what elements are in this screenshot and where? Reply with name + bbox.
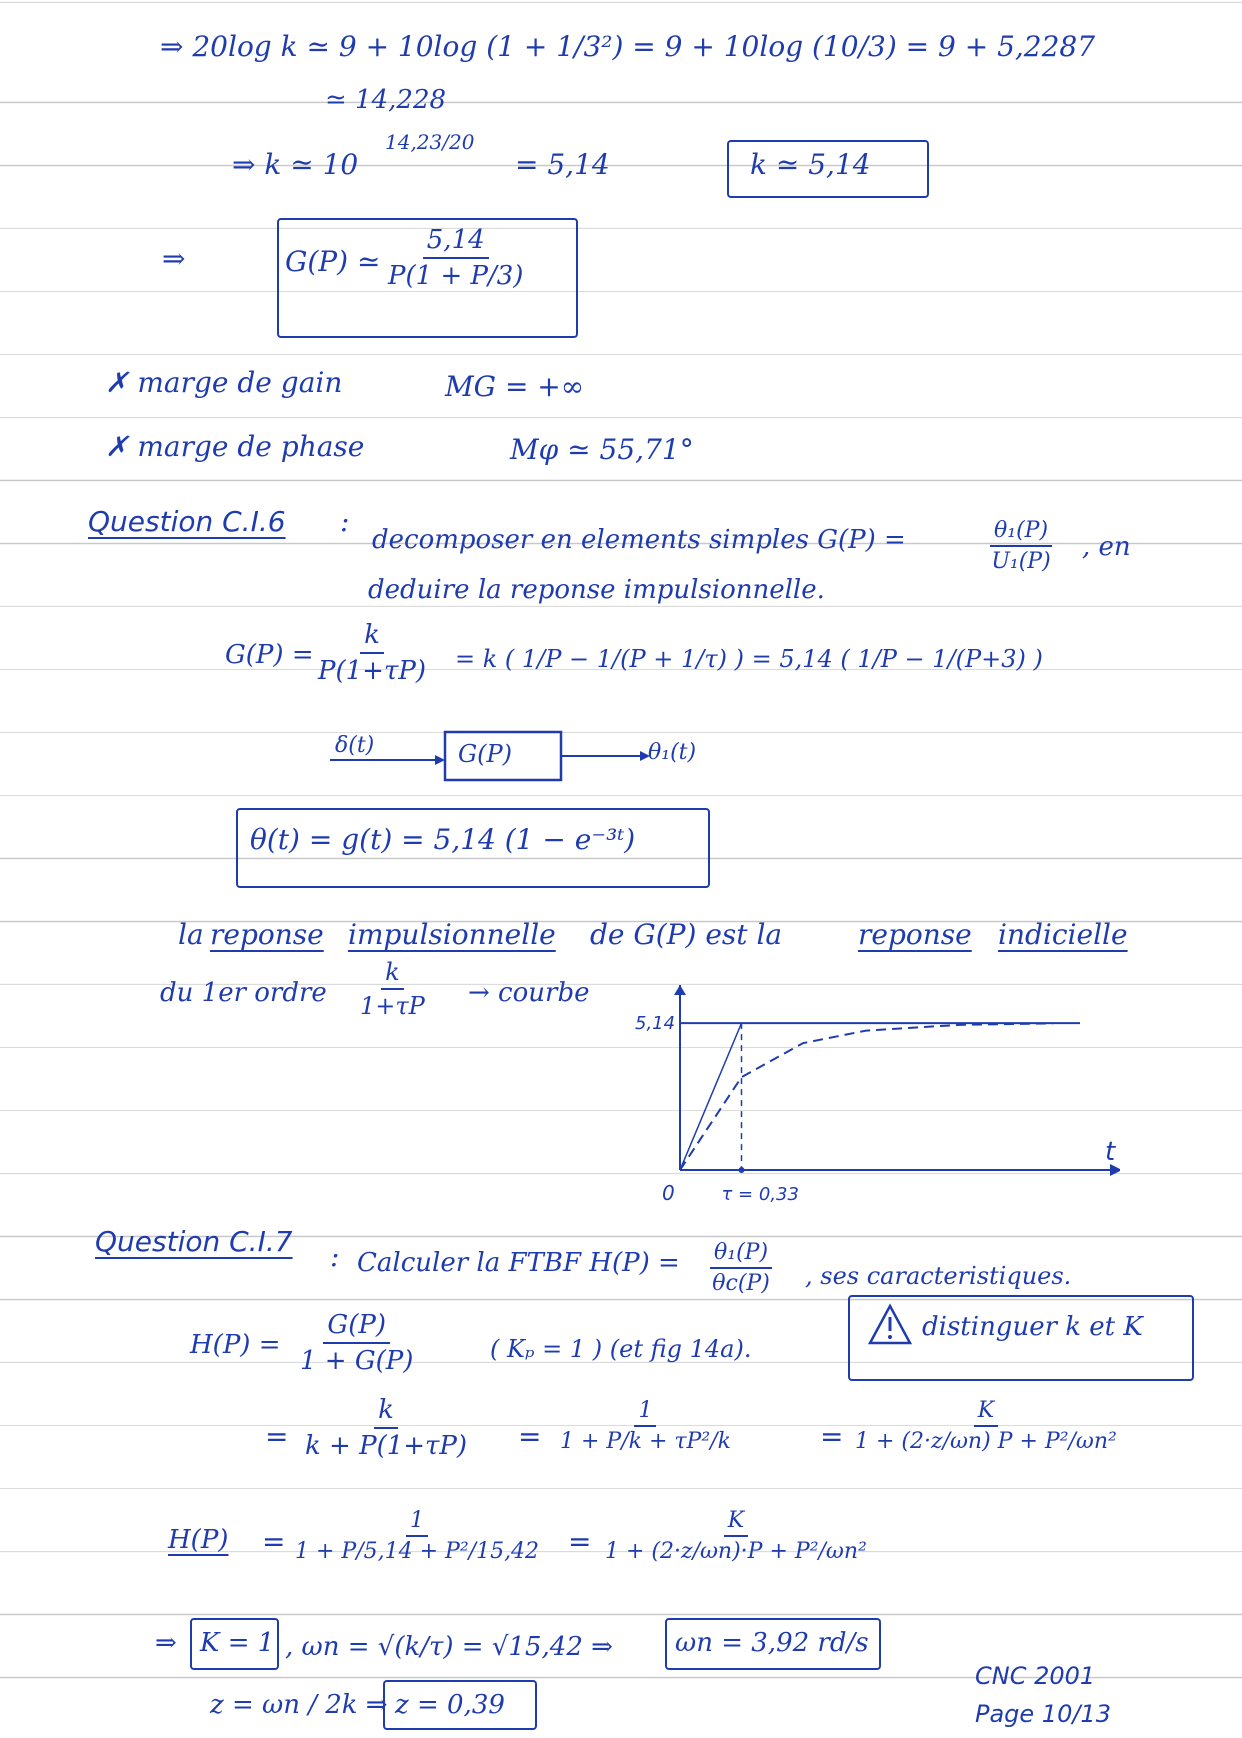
- gain-margin-value: MG = +∞: [445, 370, 585, 403]
- eq2-b-num: 1: [634, 1398, 656, 1427]
- eq2-c-den: 1 + (2·z/ωn) P + P²/ωn²: [855, 1429, 1117, 1454]
- step-response-chart: [600, 985, 1120, 1215]
- question-7-frac-den: θc(P): [712, 1271, 770, 1296]
- footer-page: Page 10/13: [975, 1700, 1111, 1728]
- remark-frac-num: k: [381, 958, 404, 990]
- eq3-c-den: 1 + (2·z/ωn)·P + P²/ωn²: [605, 1539, 867, 1564]
- kp-note: ( Kₚ = 1 ) (et fig 14a).: [490, 1335, 752, 1363]
- z-result: z = 0,39: [395, 1690, 505, 1720]
- block-g-label: G(P): [458, 740, 513, 768]
- g-numerator: 5,14: [423, 225, 489, 259]
- chart-marks: [680, 1023, 1080, 1173]
- gain-margin-label: ✗ marge de gain: [105, 366, 343, 399]
- equation-line-3a: ⇒ k ≃ 10: [232, 148, 359, 181]
- block-output-label: θ₁(t): [648, 740, 697, 765]
- eq2-b-den: 1 + P/k + τP²/k: [560, 1429, 731, 1454]
- chart-labels: [635, 1013, 1116, 1205]
- h-fraction: [300, 1310, 413, 1376]
- wn-result: ωn = 3,92 rd/s: [675, 1628, 869, 1658]
- h-num: G(P): [323, 1310, 390, 1344]
- eq3-num: 1: [406, 1508, 428, 1537]
- warning-icon: [868, 1303, 912, 1347]
- question-6-colon: :: [340, 505, 350, 538]
- question-7-fraction: [710, 1240, 772, 1296]
- question-6-text-3: deduire la reponse impulsionnelle.: [368, 575, 825, 605]
- question-7-frac-num: θ₁(P): [710, 1240, 772, 1269]
- remark-word-impulsionnelle: impulsionnelle: [348, 918, 556, 951]
- eq2-equals: =: [265, 1420, 289, 1453]
- decomp-num: k: [360, 620, 384, 654]
- question-7-text: Calculer la FTBF H(P) =: [357, 1248, 680, 1278]
- question-7-colon: :: [330, 1240, 340, 1273]
- chart-origin-label: 0: [662, 1181, 675, 1205]
- phase-margin-value: Mφ ≃ 55,71°: [510, 433, 694, 466]
- chart-y-tick-label: 5,14: [635, 1013, 676, 1035]
- eq3-equals-2: =: [568, 1525, 592, 1558]
- question-7-label: Question C.I.7: [95, 1225, 293, 1258]
- decomp-lhs: G(P) =: [225, 640, 314, 670]
- remark-fraction: [360, 958, 425, 1020]
- chart-tau-label: τ = 0,33: [721, 1184, 799, 1205]
- g-denominator: P(1 + P/3): [388, 261, 524, 291]
- equation-line-2: ≃ 14,228: [325, 85, 447, 115]
- eq2-fraction-a: [305, 1395, 467, 1461]
- k-result: k ≃ 5,14: [750, 148, 871, 181]
- remark-first-order: du 1er ordre: [160, 978, 327, 1008]
- footer-source: CNC 2001: [975, 1662, 1096, 1690]
- remark-courbe: → courbe: [468, 978, 590, 1008]
- eq2-c-num: K: [974, 1398, 998, 1427]
- eq2-fraction-c: [855, 1398, 1117, 1454]
- remark-word-reponse: reponse: [210, 918, 324, 951]
- equation-line-1: ⇒ 20log k ≃ 9 + 10log (1 + 1/3²) = 9 + 10log (10/3) = 9 + 5,2287: [160, 30, 1096, 63]
- block-input-arrowhead: [435, 755, 445, 765]
- chart-x-label: t: [1105, 1137, 1116, 1167]
- eq2-num: k: [374, 1395, 398, 1429]
- question-6-text-2: , en: [1082, 532, 1131, 562]
- h-lhs: H(P) =: [190, 1330, 281, 1360]
- eq2-den: k + P(1+τP): [305, 1431, 468, 1461]
- chart-tangent-line: [680, 1023, 742, 1170]
- question-6-frac-num: θ₁(P): [990, 518, 1052, 547]
- impulse-result: θ(t) = g(t) = 5,14 (1 − e⁻³ᵗ): [250, 823, 636, 856]
- k-big-result: K = 1: [200, 1628, 275, 1658]
- h-den: 1 + G(P): [300, 1346, 414, 1376]
- question-6-text: decomposer en elements simples G(P) =: [372, 525, 906, 555]
- eq3-lhs: H(P): [168, 1525, 229, 1555]
- k-implies: ⇒: [155, 1628, 177, 1658]
- question-6-frac-den: U₁(P): [991, 549, 1051, 574]
- question-6-fraction: [990, 518, 1052, 574]
- block-input-label: δ(t): [335, 733, 375, 758]
- decomp-fraction: [318, 620, 426, 686]
- remark-frac-den: 1+τP: [360, 992, 425, 1020]
- implies-arrow: ⇒: [162, 242, 186, 275]
- decomp-den: P(1+τP): [318, 656, 426, 686]
- z-expression: z = ωn / 2k ⇒: [210, 1690, 388, 1720]
- remark-word-reponse-2: reponse: [858, 918, 972, 951]
- phase-margin-label: ✗ marge de phase: [105, 430, 365, 463]
- equation-line-3b: = 5,14: [515, 148, 610, 181]
- remark-word-la: la: [178, 918, 204, 951]
- chart-y-axis-arrowhead: [674, 985, 686, 995]
- chart-response-curve: [680, 1023, 1053, 1170]
- warning-text: distinguer k et K: [922, 1312, 1143, 1342]
- eq2-equals-3: =: [820, 1420, 844, 1453]
- decomp-expansion: = k ( 1/P − 1/(P + 1/τ) ) = 5,14 ( 1/P − 1/(P+3) ): [455, 645, 1043, 673]
- g-lhs: G(P) ≃: [285, 245, 381, 278]
- eq2-equals-2: =: [518, 1420, 542, 1453]
- g-fraction: [388, 225, 523, 291]
- eq2-fraction-b: [560, 1398, 731, 1454]
- equation-line-3-exponent: 14,23/20: [385, 130, 475, 154]
- wn-expression: , ωn = √(k/τ) = √15,42 ⇒: [285, 1632, 613, 1662]
- question-7-text-2: , ses caracteristiques.: [805, 1262, 1072, 1290]
- eq3-equals: =: [262, 1525, 286, 1558]
- eq3-fraction-c: [605, 1508, 867, 1564]
- chart-tau-point: [739, 1167, 745, 1173]
- remark-word-indicielle: indicielle: [998, 918, 1128, 951]
- question-6-label: Question C.I.6: [88, 505, 286, 538]
- eq3-c-num: K: [724, 1508, 748, 1537]
- eq3-fraction-a: [295, 1508, 539, 1564]
- eq3-den: 1 + P/5,14 + P²/15,42: [295, 1539, 540, 1564]
- remark-text: de G(P) est la: [590, 918, 783, 951]
